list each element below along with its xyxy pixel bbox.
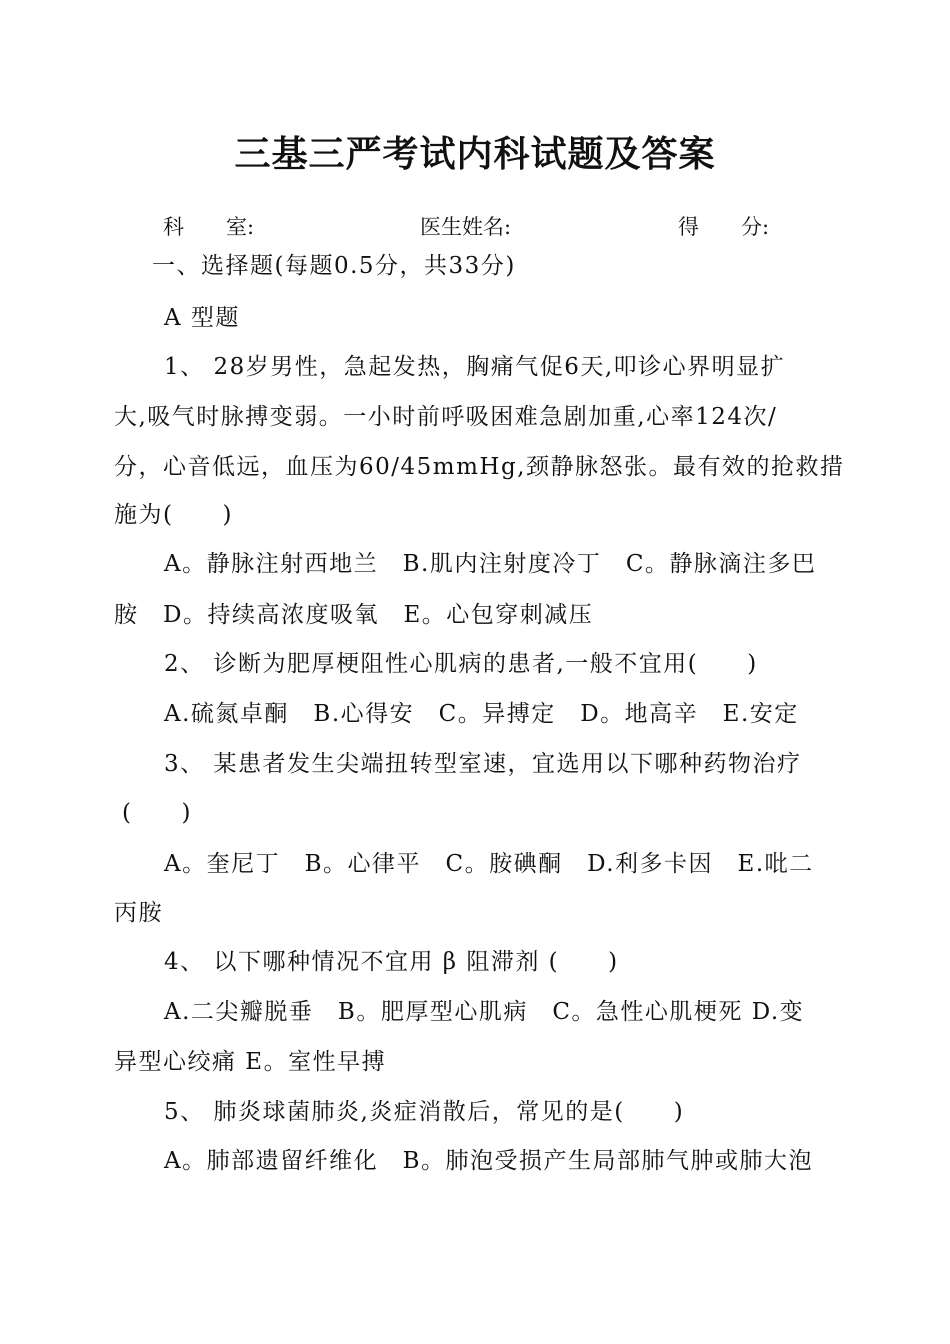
question-4-text: 4、 以下哪种情况不宜用 β 阻滞剂 ( ) <box>164 949 619 975</box>
question-4-options: A.二尖瓣脱垂 B。肥厚型心肌病 C。急性心肌梗死 D.变 <box>164 999 805 1025</box>
question-3-options: 丙胺 <box>114 900 163 926</box>
department-field-label: 科 室: <box>163 215 255 239</box>
question-1-text: 分，心音低远，血压为60/45mmHg,颈静脉怒张。最有效的抢救措 <box>114 454 845 480</box>
question-3-text: ( ) <box>122 800 192 826</box>
question-1-text: 施为( ) <box>114 502 233 528</box>
question-1-text: 大,吸气时脉搏变弱。一小时前呼吸困难急剧加重,心率124次/ <box>114 404 778 430</box>
question-type-heading: A 型题 <box>164 305 240 331</box>
question-1-text: 1、 28岁男性，急起发热，胸痛气促6天,叩诊心界明显扩 <box>164 354 786 380</box>
question-1-options: A。静脉注射西地兰 B.肌内注射度冷丁 C。静脉滴注多巴 <box>164 551 817 577</box>
question-4-options: 异型心绞痛 E。室性早搏 <box>114 1049 387 1075</box>
doctor-name-field-label: 医生姓名: <box>420 215 512 239</box>
document-title: 三基三严考试内科试题及答案 <box>234 134 716 175</box>
question-1-options: 胺 D。持续高浓度吸氧 E。心包穿刺减压 <box>114 602 594 628</box>
question-3-options: A。奎尼丁 B。心律平 C。胺碘酮 D.利多卡因 E.吡二 <box>164 851 814 877</box>
question-2-options: A.硫氮卓酮 B.心得安 C。异搏定 D。地高辛 E.安定 <box>164 701 799 727</box>
question-3-text: 3、 某患者发生尖端扭转型室速，宜选用以下哪种药物治疗 <box>164 751 802 777</box>
question-2-text: 2、 诊断为肥厚梗阻性心肌病的患者,一般不宜用( ) <box>164 651 758 677</box>
section-heading: 一、选择题(每题0.5分，共33分) <box>152 253 516 279</box>
question-5-text: 5、 肺炎球菌肺炎,炎症消散后，常见的是( ) <box>164 1099 685 1125</box>
question-5-options: A。肺部遗留纤维化 B。肺泡受损产生局部肺气肿或肺大泡 <box>164 1148 814 1174</box>
score-field-label: 得 分: <box>678 215 770 239</box>
